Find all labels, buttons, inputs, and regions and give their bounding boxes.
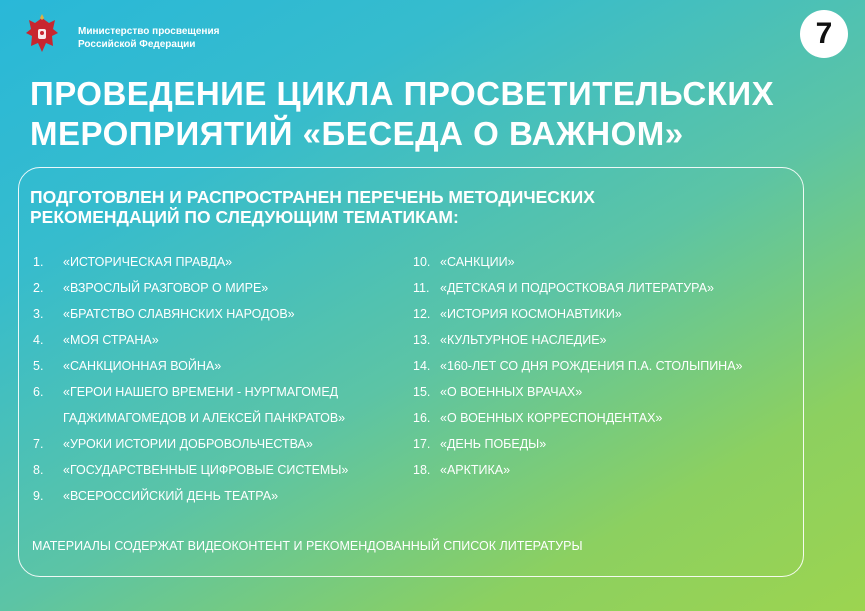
list-item: [33, 431, 413, 457]
page-number-badge: 7: [800, 10, 848, 58]
list-item: [33, 353, 413, 379]
item-text: «АРКТИКА»: [440, 463, 511, 477]
list-item: [413, 327, 803, 353]
item-text: «О ВОЕННЫХ ВРАЧАХ»: [440, 385, 583, 399]
item-text: «УРОКИ ИСТОРИИ ДОБРОВОЛЬЧЕСТВА»: [63, 437, 313, 451]
ministry-name-line2: Российской Федерации: [78, 39, 196, 50]
item-number: 18 .: [413, 457, 430, 483]
item-number: 14 .: [413, 353, 430, 379]
list-item: [33, 275, 413, 301]
ministry-name: [78, 25, 219, 51]
topics-list-left: [33, 249, 413, 509]
item-number: 13 .: [413, 327, 430, 353]
item-number: 10 .: [413, 249, 430, 275]
page-title-line1: ПРОВЕДЕНИЕ ЦИКЛА ПРОСВЕТИТЕЛЬСКИХ: [30, 75, 775, 112]
item-number: 5 .: [33, 353, 43, 379]
list-item: [413, 249, 803, 275]
item-text: «ДЕНЬ ПОБЕДЫ»: [440, 437, 547, 451]
list-item: [33, 327, 413, 353]
item-number: 8 .: [33, 457, 43, 483]
item-number: 16 .: [413, 405, 430, 431]
item-text: «160-ЛЕТ СО ДНЯ РОЖДЕНИЯ П.А. СТОЛЫПИНА»: [440, 359, 743, 373]
item-text: «ДЕТСКАЯ И ПОДРОСТКОВАЯ ЛИТЕРАТУРА»: [440, 281, 714, 295]
item-text: «ИСТОРИЯ КОСМОНАВТИКИ»: [440, 307, 622, 321]
topics-list-right: [413, 249, 803, 483]
list-item: [33, 457, 413, 483]
item-text: «САНКЦИИ»: [440, 255, 515, 269]
item-number: 3 .: [33, 301, 43, 327]
list-item: [413, 301, 803, 327]
topics-panel: [18, 167, 804, 577]
list-item: [33, 483, 413, 509]
list-item: [33, 379, 413, 431]
item-text: «ВСЕРОССИЙСКИЙ ДЕНЬ ТЕАТРА»: [63, 489, 279, 503]
item-number: 6 .: [33, 379, 43, 405]
item-text: «ИСТОРИЧЕСКАЯ ПРАВДА»: [63, 255, 233, 269]
list-item: [413, 379, 803, 405]
page-title: [30, 74, 790, 154]
list-item: [413, 431, 803, 457]
item-number: 9 .: [33, 483, 43, 509]
coat-of-arms-emblem-icon: [22, 14, 62, 56]
list-item: [413, 457, 803, 483]
item-number: 17 .: [413, 431, 430, 457]
panel-heading-line2: РЕКОМЕНДАЦИЙ ПО СЛЕДУЮЩИМ ТЕМАТИКАМ:: [30, 207, 459, 227]
materials-note: МАТЕРИАЛЫ СОДЕРЖАТ ВИДЕОКОНТЕНТ И РЕКОМЕНДОВАННЫЙ СПИСОК ЛИТЕРАТУРЫ: [32, 539, 583, 553]
panel-heading: [30, 187, 710, 227]
panel-heading-line1: ПОДГОТОВЛЕН И РАСПРОСТРАНЕН ПЕРЕЧЕНЬ МЕТОДИЧЕСКИХ: [30, 187, 595, 207]
item-number: 15 .: [413, 379, 430, 405]
item-number: 2 .: [33, 275, 43, 301]
item-number: 12 .: [413, 301, 430, 327]
item-number: 1 .: [33, 249, 43, 275]
item-text: «БРАТСТВО СЛАВЯНСКИХ НАРОДОВ»: [63, 307, 295, 321]
list-item: [413, 275, 803, 301]
item-text: «О ВОЕННЫХ КОРРЕСПОНДЕНТАХ»: [440, 411, 663, 425]
list-item: [33, 301, 413, 327]
list-item: [413, 353, 803, 379]
item-text-continuation: ГАДЖИМАГОМЕДОВ И АЛЕКСЕЙ ПАНКРАТОВ»: [63, 411, 346, 425]
item-text: «КУЛЬТУРНОЕ НАСЛЕДИЕ»: [440, 333, 607, 347]
page-title-line2: МЕРОПРИЯТИЙ «БЕСЕДА О ВАЖНОМ»: [30, 115, 684, 152]
item-number: 4 .: [33, 327, 43, 353]
item-number: 11 .: [413, 275, 429, 301]
item-text: «ГОСУДАРСТВЕННЫЕ ЦИФРОВЫЕ СИСТЕМЫ»: [63, 463, 349, 477]
ministry-name-line1: Министерство просвещения: [78, 26, 220, 37]
list-item: [33, 249, 413, 275]
item-number: 7 .: [33, 431, 43, 457]
item-text: «ВЗРОСЛЫЙ РАЗГОВОР О МИРЕ»: [63, 281, 269, 295]
item-text: «САНКЦИОННАЯ ВОЙНА»: [63, 359, 222, 373]
item-text: «ГЕРОИ НАШЕГО ВРЕМЕНИ - НУРГМАГОМЕД: [63, 385, 339, 399]
item-text: «МОЯ СТРАНА»: [63, 333, 159, 347]
list-item: [413, 405, 803, 431]
